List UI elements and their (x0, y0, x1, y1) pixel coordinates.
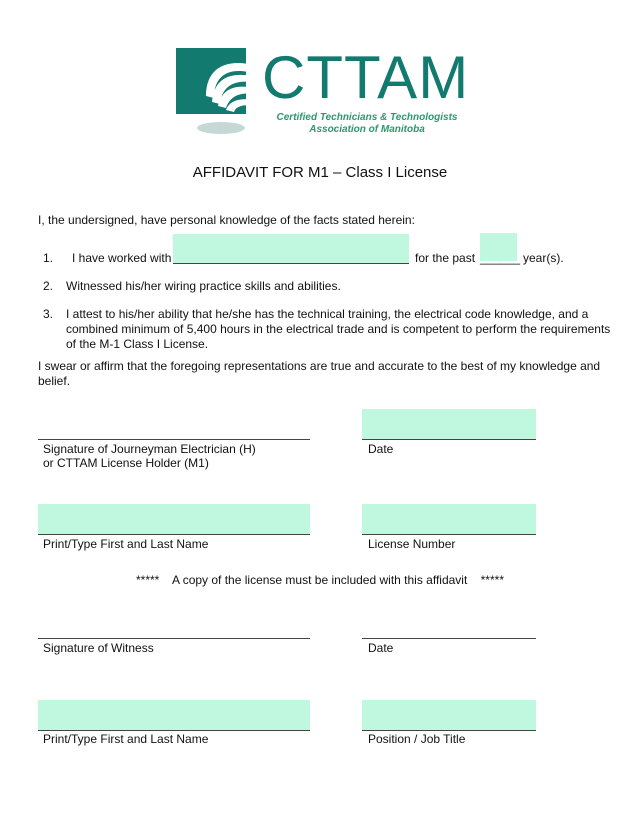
item-1-text-before: I have worked with (72, 251, 172, 265)
print-name-1-field[interactable] (38, 504, 310, 534)
oath-line-1: I swear or affirm that the foregoing representations are true and accurate to the best of my knowledge and (38, 359, 601, 373)
item-2-number: 2. (43, 279, 54, 293)
item-3-line-2: combined minimum of 5,400 hours in the electrical trade and is competent to perform the requirements (66, 322, 611, 336)
item-3-line-3: of the M-1 Class I License. (66, 337, 209, 351)
worked-with-field[interactable] (173, 234, 409, 264)
intro-text: I, the undersigned, have personal knowledge of the facts stated herein: (38, 213, 415, 227)
date-2-label: Date (368, 641, 394, 655)
item-3-line-1: I attest to his/her ability that he/she has the technical training, the electrical code knowledge, and a (66, 307, 589, 321)
logo-subtitle-2: Association of Manitoba (309, 124, 425, 135)
logo-wordmark: CTTAM (262, 44, 470, 111)
print-name-2-line (38, 730, 310, 731)
logo-subtitle-1: Certified Technicians & Technologists (276, 112, 458, 123)
item-1-text-middle: for the past (415, 251, 476, 265)
date-1-line (362, 439, 536, 440)
witness-signature-label: Signature of Witness (43, 641, 154, 655)
license-number-field[interactable] (362, 504, 536, 534)
item-2-text: Witnessed his/her wiring practice skills and abilities. (66, 279, 341, 293)
position-field[interactable] (362, 700, 536, 730)
print-name-2-label: Print/Type First and Last Name (43, 732, 209, 746)
license-number-line (362, 534, 536, 535)
item-3-number: 3. (43, 307, 54, 321)
date-2-line[interactable] (362, 638, 536, 639)
date-1-label: Date (368, 442, 394, 456)
print-name-1-label: Print/Type First and Last Name (43, 537, 209, 551)
print-name-1-line (38, 534, 310, 535)
logo (176, 44, 470, 138)
years-underline: ______ (480, 251, 521, 265)
item-1-text-after: year(s). (523, 251, 564, 265)
oath-line-2: belief. (38, 374, 71, 388)
journeyman-signature-label-1: Signature of Journeyman Electrician (H) (43, 442, 256, 456)
license-notice: ***** A copy of the license must be included with this affidavit ***** (136, 573, 504, 587)
position-label: Position / Job Title (368, 732, 466, 746)
logo-emblem-icon (176, 46, 256, 138)
license-number-label: License Number (368, 537, 456, 551)
item-1-number: 1. (43, 251, 54, 265)
journeyman-signature-line[interactable] (38, 439, 310, 440)
page-title: AFFIDAVIT FOR M1 – Class I License (192, 164, 448, 181)
print-name-2-field[interactable] (38, 700, 310, 730)
journeyman-signature-label-2: or CTTAM License Holder (M1) (43, 456, 209, 470)
witness-signature-line[interactable] (38, 638, 310, 639)
date-1-field[interactable] (362, 409, 536, 439)
position-line (362, 730, 536, 731)
